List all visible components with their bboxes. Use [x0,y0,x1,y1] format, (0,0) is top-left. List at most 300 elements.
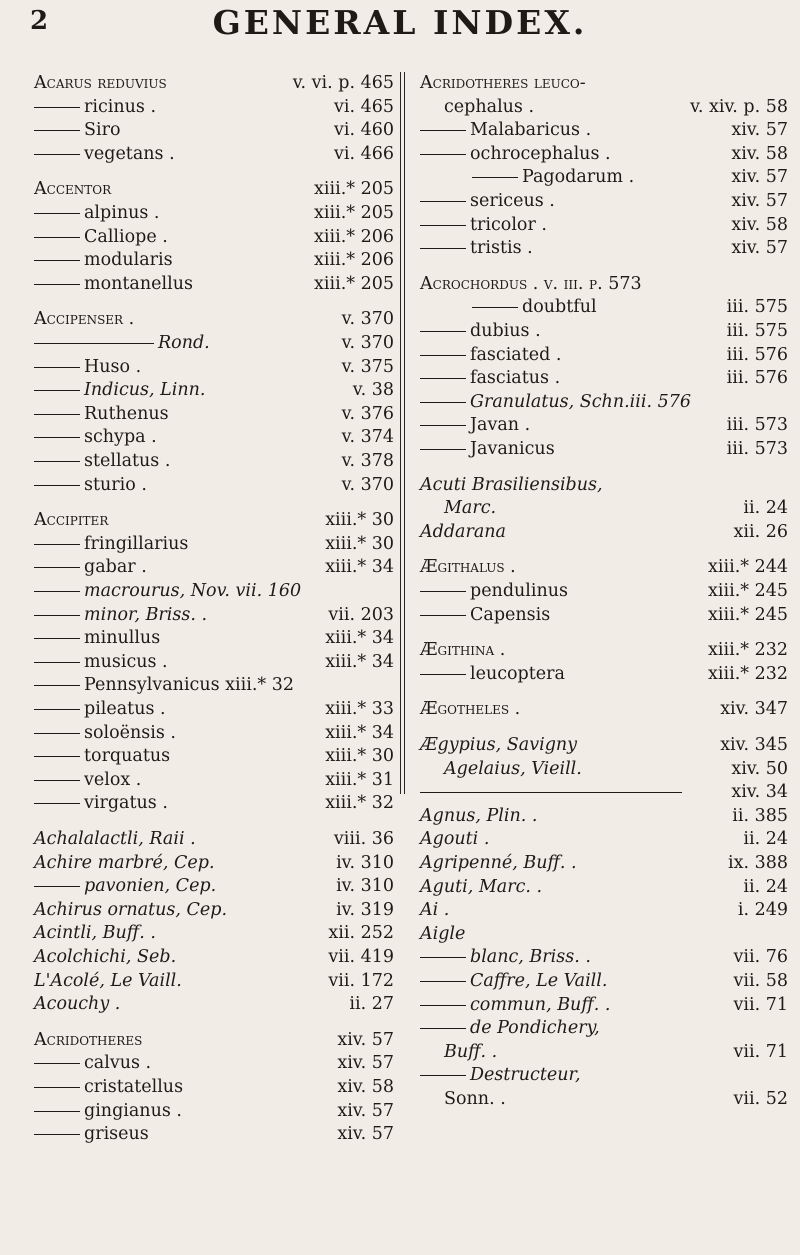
entry-term [420,214,547,236]
entry-term-text: Ægithalus . [420,557,516,578]
entry-reference: xiii.* 30 [325,510,394,531]
entry-term [34,226,168,248]
index-entry [34,604,394,626]
entry-reference: vii. 71 [733,1041,788,1062]
index-entry [420,391,788,413]
entry-reference: xiii.* 34 [325,628,394,649]
entry-term-text: ricinus . [84,96,157,117]
entry-term [444,1088,506,1110]
page-header: GENERAL INDEX. [212,3,588,42]
entry-reference: xiii.* 32 [325,793,394,814]
index-entry [34,226,394,248]
entry-term [420,1064,581,1086]
entry-term [34,852,215,874]
entry-term-text: Granulatus, Schn.iii. 576 [470,391,691,412]
entry-reference: v. 370 [341,333,394,353]
entry-term [34,474,147,496]
index-entry [34,875,394,897]
entry-term [420,828,489,850]
ditto-dash [472,177,518,178]
entry-term-text: Addarana [420,521,506,542]
entry-term [420,391,691,413]
ditto-dash [420,449,466,450]
index-entry [34,96,394,118]
entry-term [472,166,634,188]
entry-term [34,403,169,425]
index-entry [420,237,788,259]
index-entry [34,308,394,330]
entry-reference: xiii.* 30 [325,746,394,767]
entry-term [34,1076,183,1098]
index-entry [420,604,788,626]
entry-term [420,899,449,921]
entry-reference: iii. 573 [726,415,788,436]
ditto-dash [34,237,80,238]
entry-term [34,308,134,330]
entry-reference: viii. 36 [333,829,394,849]
entry-term-text: modularis [84,250,173,271]
index-entry [34,1052,394,1074]
index-entry [34,899,394,921]
entry-reference: vii. 58 [733,971,788,991]
ditto-dash [34,662,80,663]
entry-term [420,734,577,756]
index-entry [420,521,788,543]
entry-reference: v. 375 [341,356,394,377]
ditto-dash [34,154,80,155]
ditto-dash [420,154,466,155]
entry-reference: xiv. 58 [731,214,788,235]
entry-term [420,190,555,212]
entry-reference: i. 249 [737,900,788,921]
index-entry [420,273,788,295]
entry-term-text: fasciatus . [470,368,561,389]
entry-term-text: musicus . [84,651,168,672]
entry-reference: xiii.* 206 [314,226,394,247]
entry-term [34,875,216,897]
index-entry [34,143,394,165]
entry-term-text: cristatellus [84,1077,184,1097]
index-entry [420,876,788,898]
entry-term-text: dubius . [470,321,541,341]
ditto-dash [34,1111,80,1112]
entry-term [34,946,176,968]
entry-term-text: fringillarius [84,533,189,554]
ditto-dash [420,355,466,356]
entry-reference: xiv. 57 [337,1100,394,1121]
ditto-dash [34,886,80,887]
entry-term [420,698,520,720]
entry-reference: v. xiv. p. 58 [690,96,788,117]
entry-term-text: Huso . [84,356,142,377]
entry-term-text: Javan . [470,415,531,436]
entry-reference: vi. 465 [333,96,394,117]
entry-reference: xiv. 57 [731,191,788,211]
index-entry [420,781,788,803]
entry-term-text: blanc, Briss. . [470,947,591,968]
ditto-dash [34,780,80,781]
entry-term-text: Malabaricus . [470,120,592,141]
entry-reference: xiv. 57 [731,167,788,188]
entry-reference: xiii.* 205 [314,203,394,223]
index-entry [420,758,788,780]
entry-reference: iii. 575 [726,297,788,318]
entry-term-text: velox . [84,769,142,790]
entry-reference: vii. 419 [328,947,394,967]
entry-term-text: pendulinus [470,581,569,601]
entry-term [420,474,603,496]
entry-term-text: Agelaius, Vieill. [444,758,582,779]
entry-term [34,970,182,992]
index-entry [34,332,394,354]
entry-reference: xiv. 58 [731,143,788,164]
entry-term [34,379,205,401]
entry-term-text: vegetans . [84,143,175,164]
entry-term-text: Rond. [158,333,210,353]
index-entry [34,202,394,224]
entry-term-text: Accipiter [34,510,109,531]
entry-term-text: tricolor . [470,214,547,235]
index-entry [420,119,788,141]
entry-term [420,923,465,945]
index-entry [34,533,394,555]
index-entry [420,296,788,318]
ditto-dash [420,248,466,249]
entry-term [420,852,577,874]
entry-term [444,497,496,519]
entry-term [420,344,561,366]
entry-term [444,1041,497,1063]
ditto-dash [420,425,466,426]
index-entry [34,922,394,944]
page-number: 2 [30,6,49,36]
entry-reference: xiii.* 33 [325,699,394,719]
entry-reference: vi. 460 [333,120,394,141]
entry-reference: vii. 52 [733,1089,788,1109]
entry-term [34,556,147,578]
entry-term [34,178,111,200]
ditto-dash [34,1087,80,1088]
entry-term-text: Ægypius, Savigny [420,735,578,755]
entry-reference: iii. 575 [726,321,788,341]
entry-term-text: Acrochordus . v. iii. p. 573 [420,273,642,294]
entry-reference: xii. 252 [328,923,394,944]
entry-reference: iii. 576 [726,368,788,389]
index-entry [34,970,394,992]
index-entry [420,1017,788,1039]
entry-reference: xiv. 57 [337,1029,394,1050]
index-entry [420,580,788,602]
entry-term-text: Pennsylvanicus xiii.* 32 [84,675,294,696]
entry-term-text: torquatus [84,746,171,767]
entry-term [420,663,565,685]
ditto-dash [420,1028,466,1029]
entry-term [420,143,611,165]
entry-term-text: Acouchy . [34,994,121,1015]
entry-term [34,1123,149,1145]
index-entry [420,899,788,921]
index-entry [420,438,788,460]
index-column-right [420,72,788,1109]
ditto-dash [34,1063,80,1064]
entry-term-text: Ai . [420,900,450,921]
ditto-dash [34,390,80,391]
entry-term [34,722,176,744]
entry-reference: ii. 24 [743,498,788,519]
ditto-dash [34,709,80,710]
entry-reference: xiv. 50 [731,758,788,779]
entry-reference: iii. 573 [726,439,788,459]
index-entry [34,450,394,472]
entry-term [420,414,530,436]
entry-term [420,580,568,602]
entry-rule [420,792,682,793]
entry-term-text: Ægithina . [420,640,506,661]
index-entry [34,178,394,200]
ditto-dash [420,674,466,675]
entry-term-text: Ægotheles . [420,699,521,720]
ditto-dash [34,615,80,616]
entry-term [34,249,173,271]
index-entry [420,805,788,827]
entry-term-text: Achirus ornatus, Cep. [34,899,228,920]
entry-term-text: Aigle [420,923,466,944]
ditto-dash [34,284,80,285]
entry-term-text: ochrocephalus . [470,143,611,164]
entry-term [34,509,108,531]
index-entry [420,320,788,342]
index-entry [420,923,788,945]
index-entry [34,852,394,874]
entry-term [34,450,170,472]
entry-term-text: Indicus, Linn. [84,380,206,401]
entry-term [34,202,159,224]
entry-term [420,521,506,543]
index-entry [420,214,788,236]
entry-term-text: Agripenné, Buff. . [420,853,577,873]
index-entry [420,166,788,188]
ditto-dash [34,213,80,214]
index-entry [34,273,394,295]
entry-reference: ii. 24 [743,876,788,897]
index-entry [420,852,788,874]
entry-reference: xiii.* 206 [314,250,394,271]
entry-reference: xii. 26 [733,521,788,542]
entry-term-text: leucoptera [470,663,565,684]
entry-term-text: Buff. . [444,1041,498,1062]
entry-reference: ix. 388 [728,853,788,873]
entry-term [472,296,597,318]
entry-term [34,96,156,118]
entry-term-text: fasciated . [470,344,562,365]
entry-reference: xiv. 57 [731,120,788,141]
entry-reference: v. vi. p. 465 [292,73,394,93]
entry-term-text: de Pondichery, [470,1018,600,1039]
entry-term [34,1052,151,1074]
ditto-dash [420,201,466,202]
ditto-dash [34,107,80,108]
entry-term [420,946,591,968]
index-entry [34,119,394,141]
entry-term-text: commun, Buff. . [470,994,611,1015]
column-divider [400,72,405,794]
entry-reference: ii. 27 [349,994,394,1015]
ditto-dash [34,414,80,415]
entry-term [34,604,207,626]
entry-term-text: gabar . [84,557,147,578]
entry-term [34,533,188,555]
index-entry [420,734,788,756]
ditto-dash [420,591,466,592]
entry-term-text: Acolchichi, Seb. [34,947,177,967]
ditto-dash [34,803,80,804]
index-entry [34,745,394,767]
entry-term-text: montanellus [84,273,193,294]
index-entry [34,249,394,271]
index-entry [34,769,394,791]
ditto-dash [420,331,466,332]
entry-term-text: Caffre, Le Vaill. [470,971,608,991]
ditto-dash [34,544,80,545]
entry-reference: xiv. 34 [731,782,788,803]
entry-reference: xiii.* 232 [708,663,788,684]
entry-term [420,639,505,661]
index-entry [420,497,788,519]
entry-term-text: soloënsis . [84,722,176,743]
index-entry [420,72,788,94]
entry-term-text: L'Acolé, Le Vaill. [34,970,182,991]
entry-term [34,627,160,649]
index-entry [420,143,788,165]
entry-term [34,143,175,165]
entry-term-text: minor, Briss. . [84,604,208,625]
entry-term-text: Achire marbré, Cep. [34,852,215,873]
entry-term-text: Acuti Brasiliensibus, [420,474,603,495]
ditto-dash [34,733,80,734]
entry-reference: xiv. 57 [731,238,788,259]
entry-term-text: pavonien, Cep. [84,876,217,897]
entry-reference: v. 370 [341,474,394,495]
entry-reference: vii. 76 [733,947,788,968]
entry-term [34,745,170,767]
entry-term [420,320,541,342]
index-column-left [34,72,394,1145]
entry-reference: vi. 466 [333,143,394,164]
entry-term [34,356,141,378]
entry-reference: xiii.* 34 [325,722,394,743]
index-entry [420,1064,788,1086]
entry-term [34,651,168,673]
entry-term-text: schypa . [84,427,157,448]
index-entry [420,556,788,578]
index-entry [34,627,394,649]
entry-term-text: Acintli, Buff. . [34,923,156,944]
index-entry [34,1100,394,1122]
entry-term [420,119,591,141]
entry-term [420,72,586,94]
ditto-dash [420,957,466,958]
entry-term [420,273,642,295]
index-entry [34,722,394,744]
index-entry [34,474,394,496]
entry-term [34,769,141,791]
index-entry [34,72,394,94]
index-entry [34,403,394,425]
entry-term-text: Agouti . [420,829,490,850]
index-entry [420,946,788,968]
entry-reference: iv. 319 [336,899,394,920]
ditto-dash [34,591,80,592]
entry-term [34,674,294,696]
entry-term-text: sericeus . [470,191,555,211]
index-entry [420,1041,788,1063]
ditto-dash [420,402,466,403]
ditto-dash [34,367,80,368]
index-entry [34,792,394,814]
entry-reference: xiii.* 205 [314,273,394,294]
entry-term-text: gingianus . [84,1100,182,1121]
entry-term-text: Siro [84,120,121,141]
index-entry [420,994,788,1016]
entry-reference: xiii.* 34 [325,651,394,672]
entry-reference: iv. 310 [336,876,394,897]
ditto-dash [34,461,80,462]
index-entry [34,993,394,1015]
entry-reference: xiii.* 31 [325,769,394,790]
entry-reference: vii. 203 [328,604,394,625]
entry-reference: iv. 310 [336,852,394,873]
entry-term [34,828,196,850]
index-entry [420,828,788,850]
entry-term-text: doubtful [522,297,597,318]
ditto-dash [34,1134,80,1135]
entry-term-text: Pagodarum . [522,167,635,188]
entry-term [444,758,582,780]
ditto-dash [34,638,80,639]
ditto-dash [420,225,466,226]
index-entry [420,414,788,436]
entry-reference: xiii.* 30 [325,533,394,554]
entry-reference: xiii.* 205 [314,179,394,200]
entry-term [420,438,555,460]
entry-term [34,698,166,720]
index-entry [34,651,394,673]
index-entry [420,96,788,118]
entry-reference: vii. 71 [733,994,788,1015]
ditto-dash [34,567,80,568]
index-entry [34,828,394,850]
entry-reference: xiv. 345 [720,735,788,755]
entry-reference: ii. 24 [743,829,788,850]
ditto-dash [34,756,80,757]
entry-term [420,556,516,578]
index-entry [420,639,788,661]
entry-term [34,922,156,944]
index-entry [34,1076,394,1098]
index-entry [34,698,394,720]
entry-term-text: Acridotheres [34,1029,143,1050]
entry-term-text: Aguti, Marc. . [420,876,543,897]
index-entry [34,426,394,448]
entry-term [34,899,227,921]
entry-term [34,72,167,94]
index-entry [34,509,394,531]
entry-term [420,1017,600,1039]
entry-term-text: Achalalactli, Raii . [34,829,196,849]
ditto-dash [34,685,80,686]
ditto-dash [34,343,154,344]
entry-term [420,604,550,626]
